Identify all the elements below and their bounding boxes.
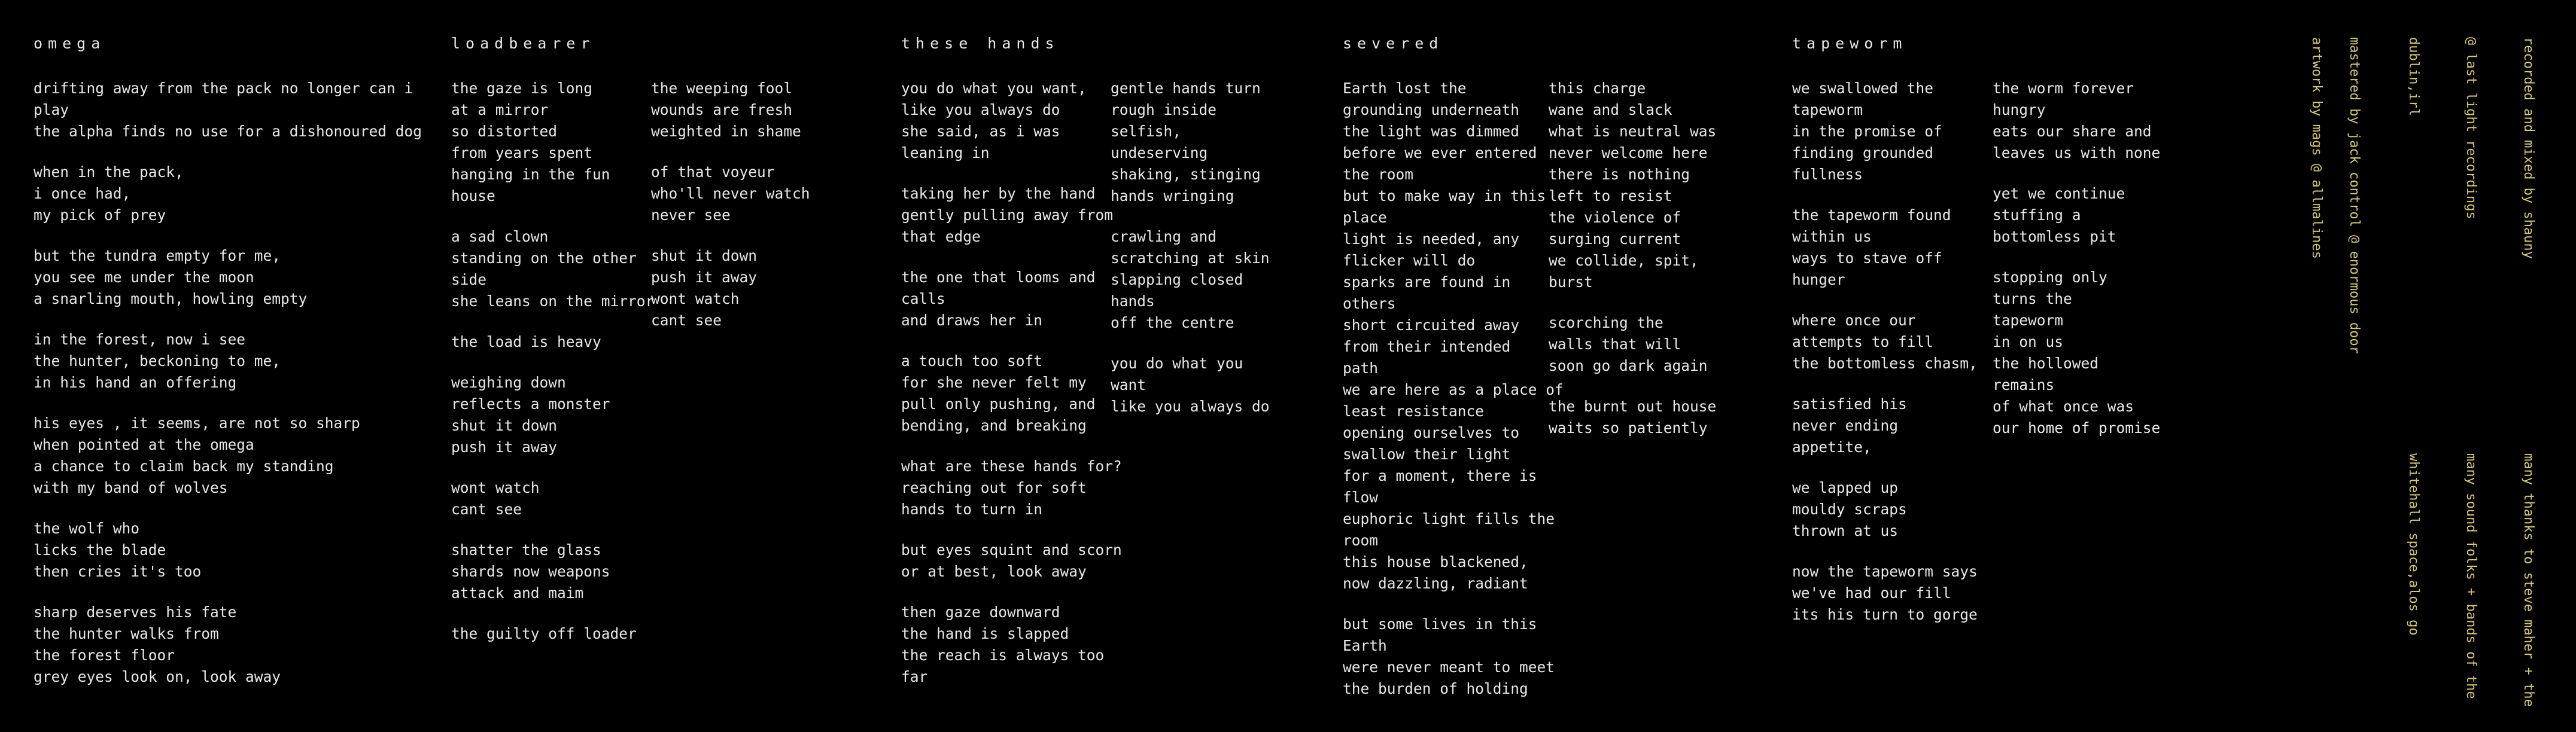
lyric-line: with my band of wolves [34, 479, 228, 496]
stanza [901, 456, 1122, 520]
lyric-line: wane and slack [1549, 101, 1672, 118]
lyric-line: gentle hands turn [1111, 80, 1261, 97]
lyrics-severed-col-1 [1343, 78, 1564, 719]
lyrics-loadbearer-col-2 [651, 78, 810, 350]
lyric-line: standing on the other [451, 249, 637, 267]
lyric-line: cant see [451, 501, 522, 518]
lyric-line: a touch too soft [901, 352, 1043, 370]
lyric-line: finding grounded [1792, 144, 1934, 161]
song-title-tapeworm: tapeworm [1792, 35, 1908, 52]
lyric-line: stuffing a [1993, 206, 2081, 224]
lyric-line: shut it down [451, 417, 558, 434]
lyric-line: our home of promise [1993, 419, 2161, 437]
lyric-line: this charge [1549, 80, 1646, 97]
lyric-line: grounding underneath [1343, 101, 1520, 118]
lyric-line: weighing down [451, 374, 566, 391]
stanza [1792, 561, 1978, 626]
lyric-line: place [1343, 209, 1387, 226]
lyric-line: push it away [451, 438, 558, 456]
lyric-line: the hollowed [1993, 355, 2099, 372]
lyric-line: this house blackened, [1343, 553, 1528, 571]
lyric-line: hungry [1993, 101, 2046, 118]
lyric-line: tapeworm [1993, 312, 2064, 329]
lyric-line: mouldy scraps [1792, 501, 1907, 518]
stanza [901, 350, 1122, 437]
stanza [34, 413, 422, 499]
lyric-line: hands wringing [1111, 187, 1234, 205]
lyrics-loadbearer-col-1 [451, 78, 654, 664]
lyric-line: a snarling mouth, howling empty [34, 290, 308, 307]
lyric-line: the one that looms and [901, 269, 1096, 286]
lyric-line: least resistance [1343, 402, 1485, 420]
stanza [451, 226, 654, 312]
lyric-line: sparks are found in [1343, 273, 1511, 291]
lyric-line: hands to turn in [901, 501, 1043, 518]
lyric-line: push it away [651, 269, 758, 286]
lyric-line: who'll never watch [651, 185, 810, 202]
credit-thanks [2385, 453, 2576, 707]
lyric-line: never ending [1792, 417, 1899, 434]
lyric-line: light is needed, any [1343, 230, 1520, 248]
lyric-line: you see me under the moon [34, 269, 254, 286]
credit-thanks-line-2: many sound folks + bands of the [2464, 453, 2478, 699]
stanza [1549, 396, 1716, 439]
stanza [901, 183, 1122, 248]
lyric-line: weighted in shame [651, 123, 801, 140]
lyrics-omega-col-1 [34, 78, 422, 707]
lyric-line: she leans on the mirror [451, 292, 655, 310]
lyric-line: the weeping fool [651, 80, 793, 97]
lyric-line: so distorted [451, 123, 558, 140]
stanza [451, 372, 654, 458]
lyric-line: tapeworm [1792, 101, 1863, 118]
song-title-these-hands: these hands [901, 35, 1060, 52]
credit-thanks-line-3: whitehall space,alos go [2406, 453, 2421, 636]
lyric-line: the hunter walks from [34, 625, 219, 642]
lyric-line: swallow their light [1343, 446, 1511, 463]
lyric-line: satisfied his [1792, 395, 1907, 413]
credit-recorded-line-2: @ last light recordings [2464, 37, 2478, 219]
lyric-line: pull only pushing, and [901, 395, 1096, 413]
lyric-line: of what once was [1993, 398, 2134, 415]
lyric-line: what is neutral was [1549, 123, 1717, 140]
lyrics-these-hands-col-1 [901, 78, 1122, 707]
lyric-line: attack and maim [451, 584, 584, 602]
lyric-line: others [1343, 295, 1396, 312]
lyric-line: hanging in the fun [451, 166, 610, 183]
stanza [451, 623, 654, 645]
lyric-line: the bottomless chasm, [1792, 355, 1978, 372]
stanza [901, 539, 1122, 582]
lyric-line: what are these hands for? [901, 458, 1122, 475]
lyric-line: wont watch [651, 290, 740, 307]
lyric-line: ways to stave off [1792, 249, 1942, 267]
lyric-line: a chance to claim back my standing [34, 458, 334, 475]
lyric-line: but the tundra empty for me, [34, 247, 281, 264]
stanza [1111, 353, 1270, 417]
lyric-line: and draws her in [901, 312, 1043, 329]
lyric-line: the gaze is long [451, 80, 593, 97]
lyric-line: play [34, 101, 69, 118]
lyric-line: its his turn to gorge [1792, 606, 1978, 623]
lyric-line: licks the blade [34, 541, 166, 559]
stanza [1792, 310, 1978, 374]
lyric-line: hunger [1792, 271, 1845, 288]
lyric-line: when pointed at the omega [34, 436, 254, 453]
lyric-line: the hand is slapped [901, 625, 1069, 642]
lyric-line: we've had our fill [1792, 584, 1951, 602]
lyric-line: the light was dimmed [1343, 123, 1520, 140]
lyric-line: like you always do [1111, 398, 1270, 415]
lyric-line: in on us [1993, 333, 2064, 350]
lyric-line: turns the [1993, 290, 2072, 307]
lyric-line: want [1111, 376, 1146, 394]
lyric-line: in the forest, now i see [34, 331, 246, 348]
lyric-line: the guilty off loader [451, 625, 637, 642]
lyric-line: undeserving [1111, 144, 1208, 161]
lyric-line: from years spent [451, 144, 593, 161]
lyric-line: reflects a monster [451, 395, 610, 413]
lyric-line: appetite, [1792, 438, 1872, 456]
lyric-line: but some lives in this [1343, 615, 1537, 633]
lyric-line: off the centre [1111, 314, 1234, 331]
lyric-line: grey eyes look on, look away [34, 668, 281, 685]
lyric-line: eats our share and [1993, 123, 2152, 140]
lyric-line: my pick of prey [34, 206, 166, 224]
lyric-line: far [901, 668, 928, 685]
lyric-line: at a mirror [451, 101, 549, 118]
stanza [1993, 267, 2160, 439]
lyric-line: leaning in [901, 144, 990, 161]
lyric-line: cant see [651, 312, 722, 329]
stanza [1343, 78, 1564, 594]
lyric-line: hands [1111, 292, 1155, 310]
lyric-line: in the promise of [1792, 123, 1942, 140]
lyric-line: now the tapeworm says [1792, 563, 1978, 580]
lyric-line: from their intended [1343, 338, 1511, 355]
credit-recorded-line-1: recorded and mixed by shauny [2521, 37, 2536, 259]
lyric-line: in his hand an offering [34, 374, 237, 391]
lyric-line: the hunter, beckoning to me, [34, 352, 281, 370]
lyric-line: we swallowed the [1792, 80, 1934, 97]
lyric-line: crawling and [1111, 228, 1217, 245]
stanza [651, 245, 810, 331]
lyric-line: when in the pack, [34, 163, 184, 181]
lyric-line: i once had, [34, 185, 131, 202]
lyric-line: short circuited away [1343, 316, 1520, 334]
lyric-line: euphoric light fills the [1343, 510, 1555, 527]
lyric-line: opening ourselves to [1343, 424, 1520, 441]
stanza [1111, 78, 1270, 207]
lyric-line: the room [1343, 166, 1414, 183]
stanza [901, 267, 1122, 331]
lyric-line: calls [901, 290, 945, 307]
lyric-line: room [1343, 532, 1379, 549]
lyric-line: waits so patiently [1549, 419, 1708, 437]
lyric-line: Earth [1343, 637, 1387, 654]
lyric-line: the worm forever [1993, 80, 2134, 97]
lyric-line: she said, as i was [901, 123, 1060, 140]
lyric-line: then cries it's too [34, 563, 202, 580]
lyric-line: walls that will [1549, 336, 1681, 353]
lyric-line: for she never felt my [901, 374, 1087, 391]
credit-recorded [2385, 37, 2576, 259]
lyric-line: of that voyeur [651, 163, 775, 181]
lyric-line: leaves us with none [1993, 144, 2161, 161]
stanza [1993, 183, 2160, 248]
credit-artwork: artwork by mags @ allmalines [2309, 37, 2324, 259]
lyric-line: shatter the glass [451, 541, 601, 559]
stanza [34, 518, 422, 582]
lyric-line: but eyes squint and scorn [901, 541, 1122, 559]
lyric-line: remains [1993, 376, 2055, 394]
lyric-line: we are here as a place of [1343, 381, 1564, 398]
lyric-line: flow [1343, 489, 1379, 506]
lyric-line: house [451, 187, 495, 205]
lyric-line: burst [1549, 273, 1593, 291]
lyrics-these-hands-col-2 [1111, 78, 1270, 437]
lyric-line: but to make way in this [1343, 187, 1546, 205]
lyric-line: the burden of holding [1343, 680, 1528, 697]
stanza [451, 539, 654, 604]
lyric-line: for a moment, there is [1343, 467, 1537, 484]
credit-recorded-line-3: dublin,irl [2406, 37, 2421, 117]
stanza [1993, 78, 2160, 164]
lyric-line: flicker will do [1343, 252, 1476, 269]
stanza [1549, 312, 1716, 377]
lyric-line: wont watch [451, 479, 540, 496]
song-title-severed: severed [1343, 35, 1444, 52]
lyric-line: bending, and breaking [901, 417, 1087, 434]
lyric-line: surging current [1549, 230, 1681, 248]
stanza [1792, 477, 1978, 542]
lyric-line: stopping only [1993, 269, 2107, 286]
lyric-line: reaching out for soft [901, 479, 1087, 496]
lyrics-severed-col-2 [1549, 78, 1716, 458]
lyric-line: the load is heavy [451, 333, 601, 350]
lyric-line: we collide, spit, [1549, 252, 1699, 269]
lyric-line: there is nothing [1549, 166, 1690, 183]
lyric-line: path [1343, 359, 1379, 377]
lyric-line: attempts to fill [1792, 333, 1934, 350]
lyric-line: where once our [1792, 312, 1916, 329]
lyric-line: sharp deserves his fate [34, 603, 237, 621]
lyric-line: left to resist [1549, 187, 1672, 205]
lyric-line: bottomless pit [1993, 228, 2116, 245]
stanza [901, 78, 1122, 164]
lyric-line: never see [651, 206, 731, 224]
lyric-line: rough inside [1111, 101, 1217, 118]
stanza [34, 78, 422, 142]
lyric-line: slapping closed [1111, 271, 1243, 288]
lyrics-tapeworm-col-2 [1993, 78, 2160, 458]
lyric-line: like you always do [901, 101, 1060, 118]
lyric-line: the forest floor [34, 646, 175, 664]
lyric-line: gently pulling away from [901, 206, 1114, 224]
credit-thanks-line-1: many thanks to steve maher + the [2521, 453, 2536, 707]
stanza [451, 331, 654, 353]
lyric-line: then gaze downward [901, 603, 1060, 621]
lyric-line: selfish, [1111, 123, 1182, 140]
lyric-line: thrown at us [1792, 522, 1899, 539]
lyric-line: Earth lost the [1343, 80, 1467, 97]
stanza [1549, 78, 1716, 293]
credit-mastered: mastered by jack control @ enormous door [2347, 37, 2362, 354]
lyric-line: yet we continue [1993, 185, 2125, 202]
stanza [451, 477, 654, 520]
lyric-line: we lapped up [1792, 479, 1899, 496]
lyric-line: or at best, look away [901, 563, 1087, 580]
stanza [901, 602, 1122, 688]
stanza [651, 78, 810, 142]
lyric-line: the alpha finds no use for a dishonoured dog [34, 123, 422, 140]
lyric-line: his eyes , it seems, are not so sharp [34, 414, 360, 432]
song-title-loadbearer: loadbearer [451, 35, 595, 52]
lyric-line: the violence of [1549, 209, 1681, 226]
lyric-line: shards now weapons [451, 563, 610, 580]
lyric-line: you do what you [1111, 355, 1243, 372]
lyric-line: were never meant to meet [1343, 658, 1555, 676]
lyric-line: scratching at skin [1111, 249, 1270, 267]
stanza [651, 161, 810, 226]
lyric-line: side [451, 271, 487, 288]
stanza [34, 245, 422, 310]
lyric-line: that edge [901, 228, 981, 245]
lyric-line: scorching the [1549, 314, 1663, 331]
lyric-line: wounds are fresh [651, 101, 793, 118]
stanza [1343, 614, 1564, 700]
lyrics-tapeworm-col-1 [1792, 78, 1978, 645]
lyric-line: the wolf who [34, 520, 140, 537]
lyric-line: soon go dark again [1549, 357, 1708, 374]
song-title-omega: omega [34, 35, 106, 52]
stanza [34, 161, 422, 226]
lyric-line: within us [1792, 228, 1872, 245]
stanza [34, 329, 422, 394]
lyric-line: you do what you want, [901, 80, 1087, 97]
stanza [1792, 394, 1978, 458]
lyric-line: fullness [1792, 166, 1863, 183]
lyric-line: the reach is always too [901, 646, 1105, 664]
stanza [1111, 226, 1270, 334]
stanza [1792, 205, 1978, 291]
lyric-line: before we ever entered [1343, 144, 1537, 161]
lyric-line: shaking, stinging [1111, 166, 1261, 183]
stanza [34, 602, 422, 688]
stanza [1792, 78, 1978, 185]
lyric-line: the burnt out house [1549, 398, 1717, 415]
stanza [451, 78, 654, 207]
lyric-line: now dazzling, radiant [1343, 575, 1528, 592]
lyric-line: a sad clown [451, 228, 549, 245]
lyric-line: never welcome here [1549, 144, 1708, 161]
lyric-line: shut it down [651, 247, 758, 264]
lyric-line: taking her by the hand [901, 185, 1096, 202]
lyric-line: the tapeworm found [1792, 206, 1951, 224]
lyric-line: drifting away from the pack no longer can i [34, 80, 413, 97]
